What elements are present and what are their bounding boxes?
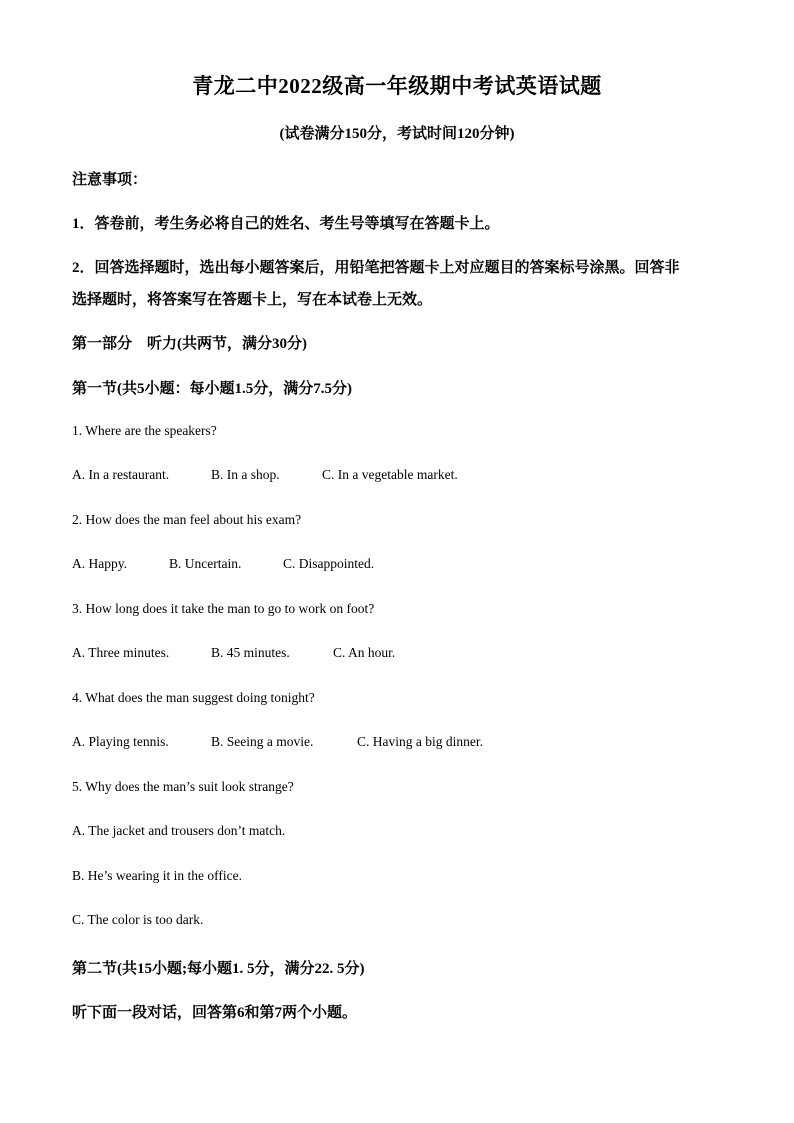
question-3-option-a: A. Three minutes.: [72, 645, 170, 660]
section2-heading: 第二节(共15小题;每小题1. 5分，满分22. 5分): [72, 961, 365, 977]
question-1-option-b: B. In a shop.: [211, 467, 280, 482]
notes-heading: 注意事项：: [72, 172, 148, 188]
question-4-option-b: B. Seeing a movie.: [211, 734, 314, 749]
notes-item-2-line-1: 2．回答选择题时，选出每小题答案后，用铅笔把答题卡上对应题目的答案标号涂黑。回答非: [72, 260, 680, 276]
question-5-option-b: B. He’s wearing it in the office.: [72, 868, 242, 883]
notes-item-2-line-2: 选择题时，将答案写在答题卡上，写在本试卷上无效。: [72, 292, 433, 308]
question-2-option-c: C. Disappointed.: [283, 556, 375, 571]
question-4-option-a: A. Playing tennis.: [72, 734, 169, 749]
question-5-option-a: A. The jacket and trousers don’t match.: [72, 823, 286, 838]
section2-instruction: 听下面一段对话，回答第6和第7两个小题。: [72, 1005, 358, 1021]
section1-heading: 第一节(共5小题：每小题1.5分，满分7.5分): [72, 381, 352, 397]
question-4-option-c: C. Having a big dinner.: [357, 734, 483, 749]
question-2-option-b: B. Uncertain.: [169, 556, 242, 571]
question-3-option-c: C. An hour.: [333, 645, 396, 660]
notes-item-1: 1．答卷前，考生务必将自己的姓名、考生号等填写在答题卡上。: [72, 216, 500, 232]
exam-subtitle: (试卷满分150分，考试时间120分钟): [279, 126, 515, 142]
question-1-stem: 1. Where are the speakers?: [72, 423, 217, 438]
question-4-stem: 4. What does the man suggest doing tonight?: [72, 690, 315, 705]
question-5-stem: 5. Why does the man’s suit look strange?: [72, 779, 294, 794]
question-1-option-c: C. In a vegetable market.: [322, 467, 458, 482]
part1-heading: 第一部分 听力(共两节，满分30分): [72, 336, 307, 352]
question-1-option-a: A. In a restaurant.: [72, 467, 170, 482]
exam-title: 青龙二中2022级高一年级期中考试英语试题: [192, 74, 602, 98]
question-2-stem: 2. How does the man feel about his exam?: [72, 512, 302, 527]
question-5-option-c: C. The color is too dark.: [72, 912, 204, 927]
question-3-option-b: B. 45 minutes.: [211, 645, 290, 660]
question-2-option-a: A. Happy.: [72, 556, 127, 571]
question-3-stem: 3. How long does it take the man to go to work on foot?: [72, 601, 375, 616]
